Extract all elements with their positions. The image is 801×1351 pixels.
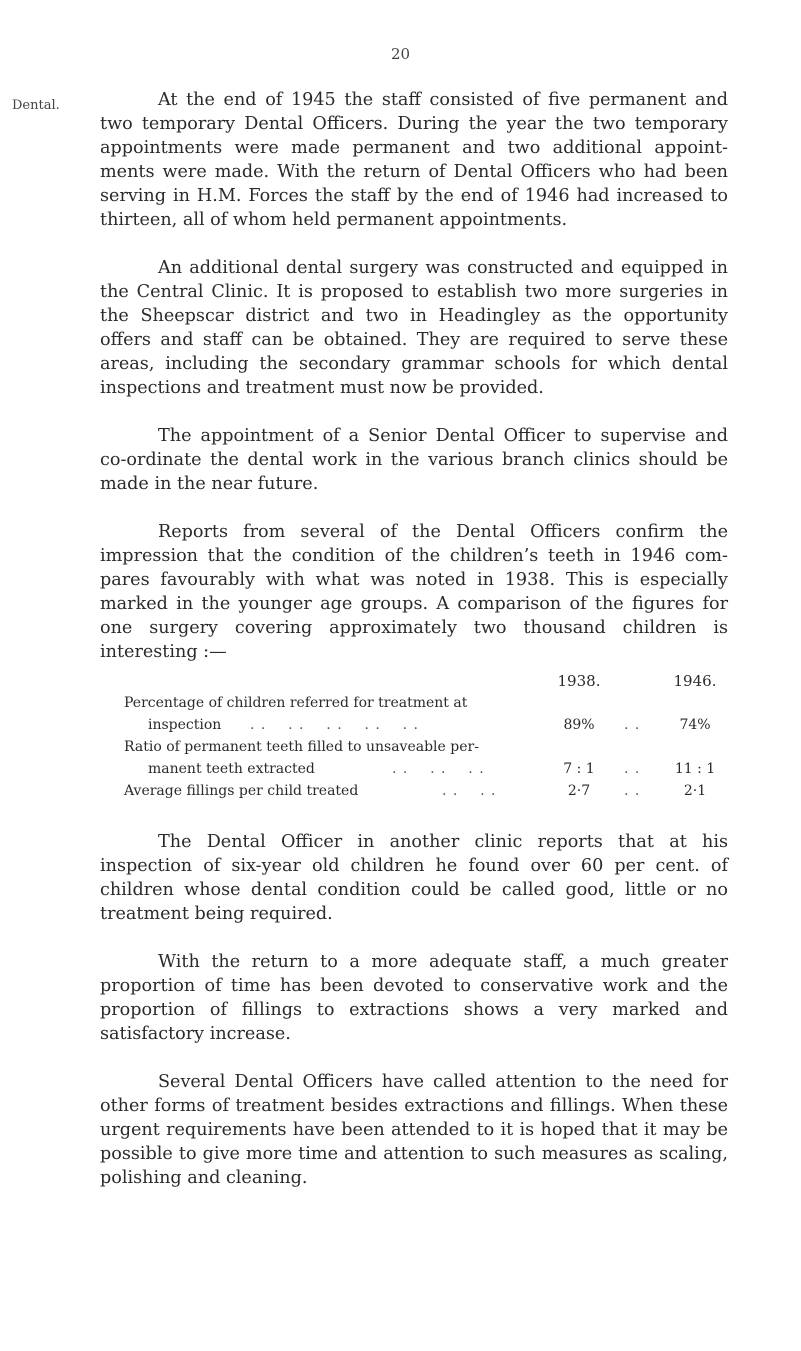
margin-note-dental: Dental. [12, 98, 60, 113]
row-label: manent teeth extracted [148, 761, 315, 777]
paragraph-surgery: An additional dental surgery was constructed and equipped in the Central Clinic. It is proposed to establish two more surgeries in the Sheepscar district and two in Headingley as the opportunity offers and staff can be obtained. They are required to serve these areas, including the secondary grammar schools for which dental inspections and treatment must now be provided. [100, 258, 728, 398]
paragraph-staff: At the end of 1945 the staff consisted of five permanent and two temporary Dental Officers. During the year the two temporary appointments were made permanent and two additional appoint-ments were made. With the return of Dental Officers who had been serving in H.M. Forces the staff by the end of 1946 had increased to thirteen, all of whom held permanent appointments. [100, 90, 728, 230]
value-1938: 2·7 [567, 783, 591, 799]
table-header-row [100, 670, 728, 692]
row-label: inspection [148, 717, 222, 733]
comparison-table [100, 670, 728, 802]
dot-leader: . . . . . . [392, 761, 485, 777]
value-1938: 7 : 1 [563, 761, 595, 777]
table-row [100, 758, 728, 780]
row-label: Average fillings per child treated [124, 783, 359, 799]
year-1938-header: 1938. [557, 672, 601, 690]
table-row [100, 736, 728, 758]
dot-leader: . . . . . . . . . . [250, 717, 419, 733]
value-1946: 11 : 1 [674, 761, 716, 777]
paragraph-reports: Reports from several of the Dental Officers confirm the impression that the condition of the children’s teeth in 1946 com-pares favourably with what was noted in 1938. This is especially marked in the younger age groups. A comparison of the figures for one surgery covering approximately two thousand children is interesting :— [100, 522, 728, 662]
dot-leader: . . [624, 783, 641, 799]
dot-leader: . . [624, 761, 641, 777]
table-row [100, 780, 728, 802]
dot-leader: . . . . [442, 783, 497, 799]
value-1938: 89% [563, 717, 595, 733]
value-1946: 74% [679, 717, 711, 733]
table-row [100, 692, 728, 714]
body-text [100, 88, 728, 1214]
paragraph-six-year-olds: The Dental Officer in another clinic reports that at his inspection of six-year old children he found over 60 per cent. of children whose dental condition could be called good, little or no treatment being required. [100, 832, 728, 924]
paragraph-other-treatment: Several Dental Officers have called attention to the need for other forms of treatment besides extractions and fillings. When these urgent requirements have been attended to it is hoped that it may be possible to give more time and attention to such measures as scaling, polishing and cleaning. [100, 1072, 728, 1188]
paragraph-conservative-work: With the return to a more adequate staff, a much greater proportion of time has been devoted to conservative work and the proportion of fillings to extractions shows a very marked and satisfactory increase. [100, 952, 728, 1044]
year-1946-header: 1946. [673, 672, 717, 690]
paragraph-senior-officer: The appointment of a Senior Dental Officer to supervise and co-ordinate the dental work in the various branch clinics should be made in the near future. [100, 426, 728, 494]
page-number: 20 [390, 45, 411, 63]
table-row [100, 714, 728, 736]
dot-leader: . . [624, 717, 641, 733]
row-label: Percentage of children referred for treatment at [124, 695, 468, 711]
row-label: Ratio of permanent teeth filled to unsaveable per- [124, 739, 479, 755]
value-1946: 2·1 [683, 783, 707, 799]
